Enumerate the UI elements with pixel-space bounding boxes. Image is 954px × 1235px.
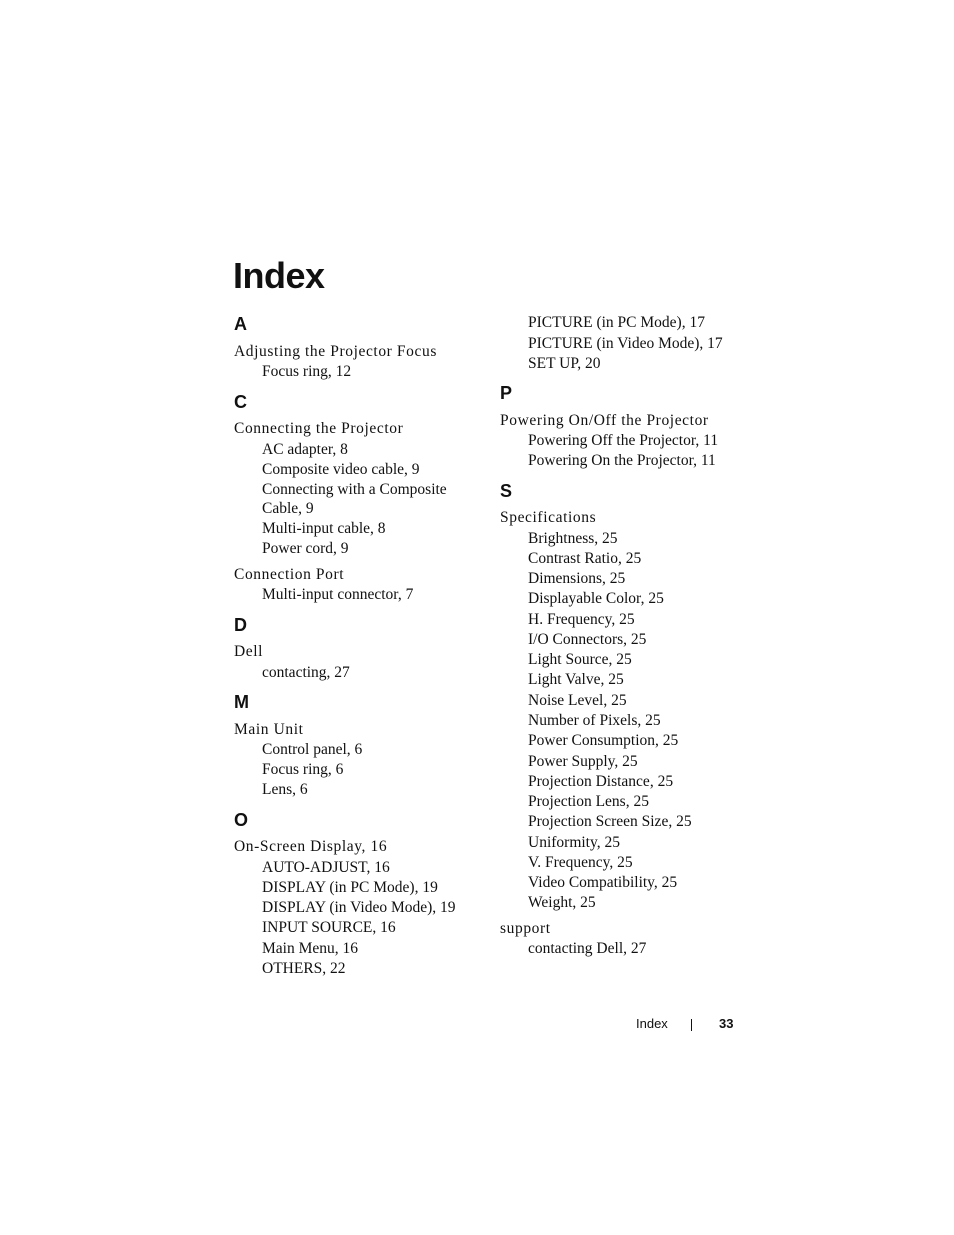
index-subentry: contacting, 27	[262, 664, 350, 681]
index-subentry: Video Compatibility, 25	[528, 874, 678, 891]
index-letter-heading: D	[234, 615, 247, 635]
index-subentry: Power Supply, 25	[528, 753, 638, 770]
index-subentry: Power cord, 9	[262, 540, 349, 557]
index-subentry: INPUT SOURCE, 16	[262, 919, 396, 936]
index-subentry: Connecting with a Composite	[262, 481, 447, 498]
index-subentry: Lens, 6	[262, 781, 308, 798]
index-subentry: Contrast Ratio, 25	[528, 550, 642, 567]
index-subentry: Projection Distance, 25	[528, 773, 674, 790]
index-term: Specifications	[500, 509, 597, 526]
index-subentry: AUTO-ADJUST, 16	[262, 859, 390, 876]
index-subentry: Projection Screen Size, 25	[528, 813, 692, 830]
index-subentry: Powering Off the Projector, 11	[528, 432, 719, 449]
index-term: support	[500, 920, 551, 937]
index-subentry: Power Consumption, 25	[528, 732, 679, 749]
index-subentry: Displayable Color, 25	[528, 590, 664, 607]
index-subentry: I/O Connectors, 25	[528, 631, 647, 648]
index-subentry: Projection Lens, 25	[528, 793, 649, 810]
index-subentry: Number of Pixels, 25	[528, 712, 661, 729]
index-subentry: H. Frequency, 25	[528, 611, 635, 628]
index-term: Main Unit	[234, 721, 304, 738]
page-title: Index	[233, 255, 325, 296]
index-subentry: Noise Level, 25	[528, 692, 627, 709]
index-subentry: V. Frequency, 25	[528, 854, 633, 871]
index-subentry: PICTURE (in PC Mode), 17	[528, 314, 705, 331]
index-subentry: Control panel, 6	[262, 741, 363, 758]
index-subentry: SET UP, 20	[528, 355, 601, 372]
index-subentry: Multi-input cable, 8	[262, 520, 386, 537]
index-term: Dell	[234, 643, 264, 660]
index-term: Connection Port	[234, 566, 345, 583]
index-subentry: Multi-input connector, 7	[262, 586, 414, 603]
index-subentry: Focus ring, 6	[262, 761, 344, 778]
index-subentry: AC adapter, 8	[262, 441, 348, 458]
index-subentry: Light Valve, 25	[528, 671, 624, 688]
index-subentry: DISPLAY (in PC Mode), 19	[262, 879, 438, 896]
index-letter-heading: S	[500, 481, 513, 501]
index-subentry: Cable, 9	[262, 500, 314, 517]
index-letter-heading: M	[234, 692, 249, 712]
index-subentry: DISPLAY (in Video Mode), 19	[262, 899, 456, 916]
footer-section-label: Index	[636, 1016, 668, 1031]
footer-page-number: 33	[719, 1016, 734, 1031]
index-term: On-Screen Display, 16	[234, 838, 388, 855]
index-subentry: Main Menu, 16	[262, 940, 359, 957]
index-subentry: PICTURE (in Video Mode), 17	[528, 335, 723, 352]
index-term: Powering On/Off the Projector	[500, 412, 709, 429]
index-letter-heading: O	[234, 810, 249, 830]
index-subentry: Uniformity, 25	[528, 834, 620, 851]
index-subentry: Dimensions, 25	[528, 570, 626, 587]
index-term: Connecting the Projector	[234, 420, 404, 437]
index-subentry: OTHERS, 22	[262, 960, 346, 977]
footer-divider	[691, 1019, 692, 1031]
index-subentry: Focus ring, 12	[262, 363, 352, 380]
index-subentry: Powering On the Projector, 11	[528, 452, 716, 469]
index-subentry: Brightness, 25	[528, 530, 618, 547]
index-letter-heading: C	[234, 392, 247, 412]
index-letter-heading: P	[500, 383, 513, 403]
index-subentry: Composite video cable, 9	[262, 461, 420, 478]
index-letter-heading: A	[234, 314, 247, 334]
index-subentry: Light Source, 25	[528, 651, 632, 668]
index-subentry: Weight, 25	[528, 894, 596, 911]
index-term: Adjusting the Projector Focus	[234, 343, 437, 360]
index-subentry: contacting Dell, 27	[528, 940, 647, 957]
